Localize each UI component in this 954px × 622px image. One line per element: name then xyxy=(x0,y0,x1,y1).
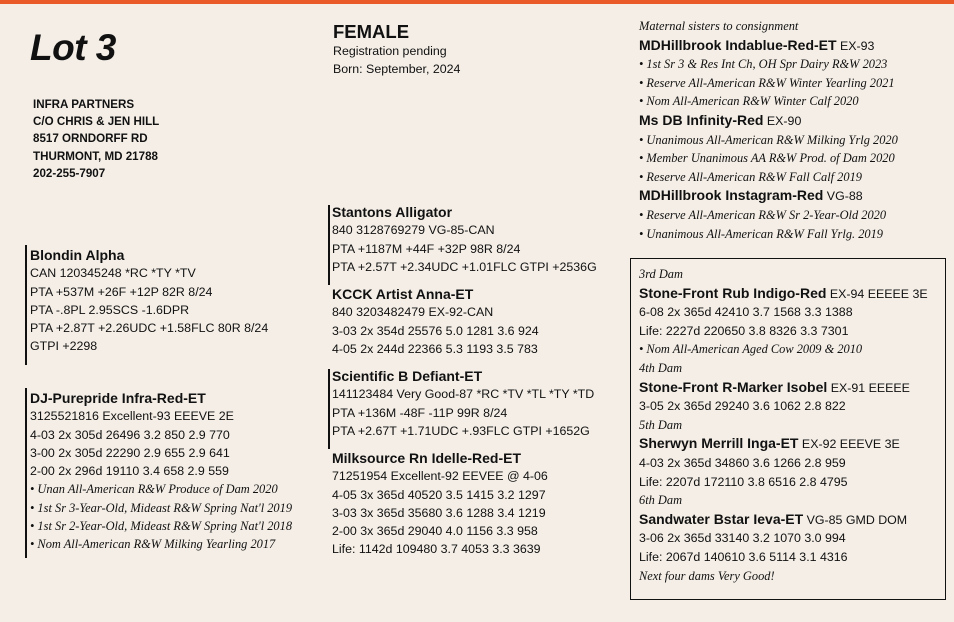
sister-score: EX-93 xyxy=(836,38,875,53)
dam-line: 3-00 2x 305d 22290 2.9 655 2.9 641 xyxy=(30,445,230,460)
dams-note: Next four dams Very Good! xyxy=(639,568,775,583)
ancestor-score: EX-91 EEEEE xyxy=(827,380,910,395)
ped-line: PTA +1187M +44F +32P 98R 8/24 xyxy=(332,241,521,256)
dam-block xyxy=(30,389,292,554)
ancestor-record: Life: 2207d 172110 3.8 6516 2.8 4795 xyxy=(639,474,848,489)
dam-line: 4-03 2x 305d 26496 3.2 850 2.9 770 xyxy=(30,427,230,442)
ped-line: 71251954 Excellent-92 EEVEE @ 4-06 xyxy=(332,469,548,484)
sister-name: MDHillbrook Instagram-Red xyxy=(639,187,824,204)
ped-name: Scientific B Defiant-ET xyxy=(332,368,483,384)
ped-name: Milksource Rn Idelle-Red-ET xyxy=(332,450,522,466)
ped-line: 840 3128769279 VG-85-CAN xyxy=(332,223,495,238)
sire-block xyxy=(30,246,268,356)
dam-sire-bracket xyxy=(328,369,330,449)
sire-line: PTA -.8PL 2.95SCS -1.6DPR xyxy=(30,302,190,317)
dam-line: 2-00 2x 296d 19110 3.4 658 2.9 559 xyxy=(30,464,229,479)
dams-list xyxy=(639,265,928,585)
ancestor-name: Stone-Front Rub Indigo-Red xyxy=(639,284,827,301)
dam-honor: • Unan All-American R&W Produce of Dam 2020 xyxy=(30,482,278,497)
dam-label: 4th Dam xyxy=(639,360,683,375)
ped-line: 840 3203482479 EX-92-CAN xyxy=(332,305,494,320)
ancestor-record: 6-08 2x 365d 42410 3.7 1568 3.3 1388 xyxy=(639,305,853,320)
sister-name: MDHillbrook Indablue-Red-ET xyxy=(639,36,837,53)
sister-honor: • Member Unanimous AA R&W Prod. of Dam 2020 xyxy=(639,151,895,166)
maternal-sisters xyxy=(639,17,898,243)
dam-bracket xyxy=(25,388,27,558)
ped-line: PTA +2.57T +2.34UDC +1.01FLC GTPI +2536G xyxy=(332,259,597,274)
dam-honor: • 1st Sr 2-Year-Old, Mideast R&W Spring Nat'l 2018 xyxy=(30,519,293,534)
ancestor-honor: • Nom All-American Aged Cow 2009 & 2010 xyxy=(639,342,863,357)
sire-line: PTA +537M +26F +12P 82R 8/24 xyxy=(30,284,213,299)
dam-label: 6th Dam xyxy=(639,493,683,508)
sister-honor: • Nom All-American R&W Winter Calf 2020 xyxy=(639,94,859,109)
ped-line: 4-05 2x 244d 22366 5.3 1193 3.5 783 xyxy=(332,341,538,356)
dam-dam-block xyxy=(332,449,548,559)
ped-line: 2-00 3x 365d 29040 4.0 1156 3.3 958 xyxy=(332,524,538,539)
animal-sex: FEMALE xyxy=(333,21,410,42)
ancestor-record: 4-03 2x 365d 34860 3.6 1266 2.8 959 xyxy=(639,455,846,470)
sire-sire-bracket xyxy=(328,205,330,285)
sire-line: PTA +2.87T +2.26UDC +1.58FLC 80R 8/24 xyxy=(30,321,269,336)
ped-name: Stantons Alligator xyxy=(332,204,453,220)
sister-honor: • Unanimous All-American R&W Fall Yrlg. 2019 xyxy=(639,226,883,241)
dam-line: 3125521816 Excellent-93 EEEVE 2E xyxy=(30,409,234,424)
ancestor-name: Sherwyn Merrill Inga-ET xyxy=(639,435,799,452)
sire-sire-block xyxy=(332,203,597,276)
sister-honor: • Reserve All-American R&W Sr 2-Year-Old 2020 xyxy=(639,207,887,222)
sister-score: VG-88 xyxy=(823,189,863,204)
dam-honor: • Nom All-American R&W Milking Yearling 2017 xyxy=(30,537,276,552)
ancestor-record: 3-05 2x 365d 29240 3.6 1062 2.8 822 xyxy=(639,399,846,414)
sire-dam-block xyxy=(332,285,539,358)
sire-line: GTPI +2298 xyxy=(30,339,98,354)
ancestor-score: EX-92 EEEVE 3E xyxy=(798,437,900,452)
animal-header xyxy=(333,22,460,78)
sire-name: Blondin Alpha xyxy=(30,247,125,263)
consignor-address xyxy=(33,96,159,182)
dam-label: 3rd Dam xyxy=(639,267,683,281)
registration-status: Registration pending xyxy=(333,44,447,58)
ped-line: 3-03 3x 365d 35680 3.6 1288 3.4 1219 xyxy=(332,505,546,520)
dam-sire-block xyxy=(332,367,594,440)
ped-name: KCCK Artist Anna-ET xyxy=(332,286,474,302)
sister-name: Ms DB Infinity-Red xyxy=(639,111,764,128)
top-accent-bar xyxy=(0,0,954,4)
ped-line: PTA +2.67T +1.71UDC +.93FLC GTPI +1652G xyxy=(332,423,590,438)
ancestor-record: 3-06 2x 365d 33140 3.2 1070 3.0 994 xyxy=(639,531,846,546)
lot-number: Lot 3 xyxy=(30,27,116,68)
ped-line: 141123484 Very Good-87 *RC *TV *TL *TY *TD xyxy=(332,387,595,402)
ped-line: 3-03 2x 354d 25576 5.0 1281 3.6 924 xyxy=(332,323,539,338)
consignor-line: 8517 ORNDORFF RD xyxy=(33,132,148,146)
dam-honor: • 1st Sr 3-Year-Old, Mideast R&W Spring Nat'l 2019 xyxy=(30,500,293,515)
sister-honor: • Reserve All-American R&W Fall Calf 2019 xyxy=(639,169,862,184)
sire-line: CAN 120345248 *RC *TY *TV xyxy=(30,266,196,281)
sisters-heading: Maternal sisters to consignment xyxy=(639,19,799,33)
ancestor-record: Life: 2067d 140610 3.6 5114 3.1 4316 xyxy=(639,549,848,564)
sister-score: EX-90 xyxy=(763,113,802,128)
ped-line: Life: 1142d 109480 3.7 4053 3.3 3639 xyxy=(332,542,541,557)
sister-honor: • 1st Sr 3 & Res Int Ch, OH Spr Dairy R&W 2023 xyxy=(639,57,888,72)
sister-honor: • Unanimous All-American R&W Milking Yrlg 2020 xyxy=(639,132,898,147)
sister-honor: • Reserve All-American R&W Winter Yearling 2021 xyxy=(639,75,895,90)
consignor-line: INFRA PARTNERS xyxy=(33,98,135,111)
ancestor-name: Stone-Front R-Marker Isobel xyxy=(639,378,828,395)
ancestor-score: VG-85 GMD DOM xyxy=(803,512,908,527)
dam-name: DJ-Purepride Infra-Red-ET xyxy=(30,390,206,406)
dam-label: 5th Dam xyxy=(639,417,683,432)
consignor-line: 202-255-7907 xyxy=(33,166,106,180)
ped-line: PTA +136M -48F -11P 99R 8/24 xyxy=(332,405,508,420)
sire-bracket xyxy=(25,245,27,365)
consignor-line: THURMONT, MD 21788 xyxy=(33,149,158,163)
ancestor-score: EX-94 EEEEE 3E xyxy=(826,286,928,301)
birth-date: Born: September, 2024 xyxy=(333,62,461,76)
ancestor-name: Sandwater Bstar Ieva-ET xyxy=(639,510,804,527)
ancestor-record: Life: 2227d 220650 3.8 8326 3.3 7301 xyxy=(639,323,849,338)
consignor-line: C/O CHRIS & JEN HILL xyxy=(33,115,160,129)
ped-line: 4-05 3x 365d 40520 3.5 1415 3.2 1297 xyxy=(332,487,546,502)
